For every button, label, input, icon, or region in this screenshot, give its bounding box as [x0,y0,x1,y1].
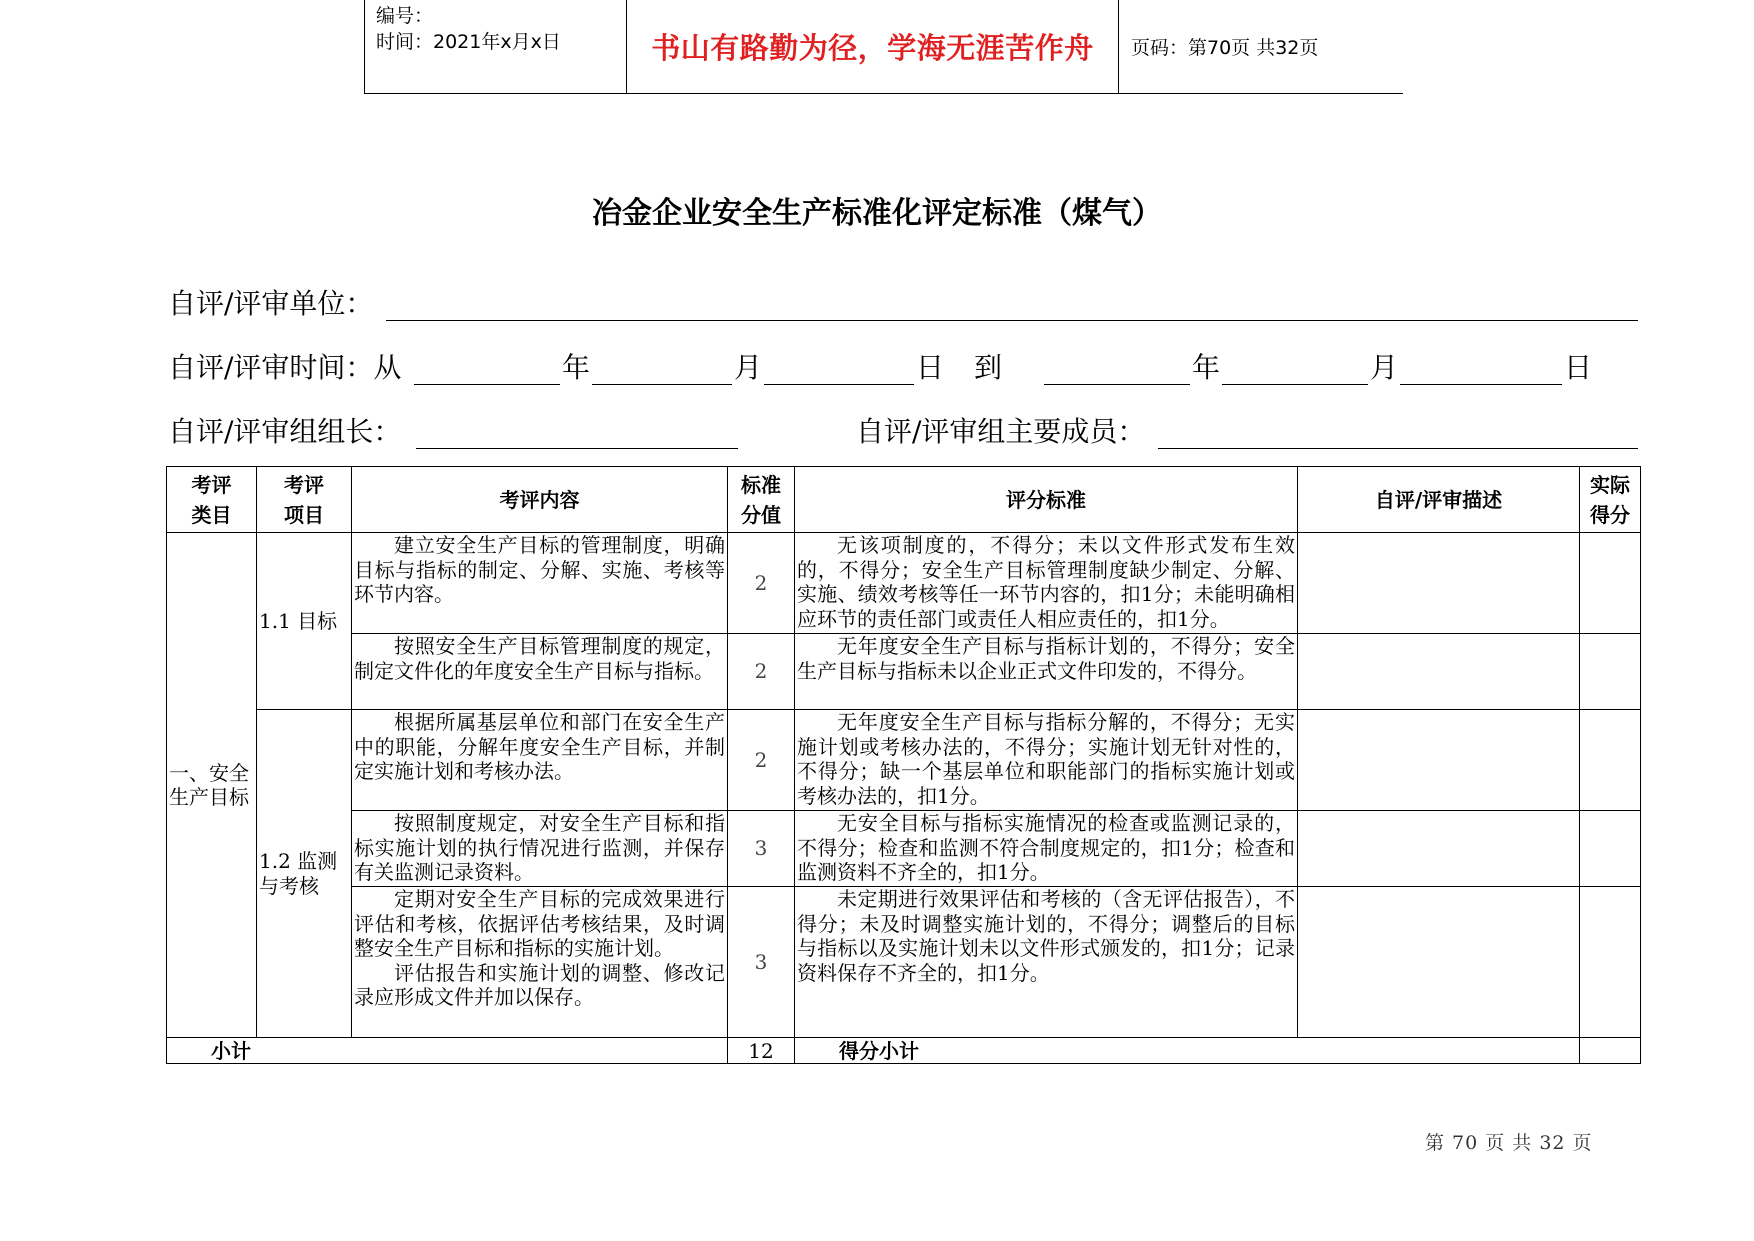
members-label: 自评/评审组主要成员： [856,415,1146,448]
header-item: 考评项目 [257,467,352,533]
page-footer: 第 70 页 共 32 页 [1425,1132,1593,1154]
content-cell: 根据所属基层单位和部门在安全生产中的职能，分解年度安全生产目标，并制定实施计划和考核办法。 [352,710,728,811]
score-cell: 2 [728,710,795,811]
score-cell: 3 [728,811,795,887]
description-cell[interactable] [1298,710,1580,811]
category-cell: 一、安全生产目标 [167,533,257,1038]
table-row [167,887,1641,1038]
from-year-blank[interactable] [414,350,560,385]
to-year-label: 年 [1192,351,1221,384]
time-label: 时间：2021年x月x日 [376,31,561,53]
header-content: 考评内容 [352,467,728,533]
evaluation-table [166,466,1641,1064]
table-row [167,634,1641,710]
from-month-blank[interactable] [592,350,732,385]
actual-score-cell[interactable] [1580,811,1641,887]
content-cell: 按照安全生产目标管理制度的规定，制定文件化的年度安全生产目标与指标。 [352,634,728,710]
subtotal-label: 小计 [167,1038,728,1064]
to-day-blank[interactable] [1400,350,1562,385]
criteria-cell: 无该项制度的，不得分；未以文件形式发布生效的，不得分；安全生产目标管理制度缺少制定、分解、实施、绩效考核等任一环节内容的，扣1分；未能明确相应环节的责任部门或责任人相应责任的，扣1分。 [795,533,1298,634]
content-cell: 建立安全生产目标的管理制度，明确目标与指标的制定、分解、实施、考核等环节内容。 [352,533,728,634]
header-criteria: 评分标准 [795,467,1298,533]
time-label: 自评/评审时间：从 [168,351,402,384]
header-page-info: 页码：第70页 共32页 [1131,37,1319,59]
header-actual: 实际得分 [1580,467,1641,533]
team-field-line [168,412,1640,452]
content-paragraph: 评估报告和实施计划的调整、修改记录应形成文件并加以保存。 [354,960,725,1009]
criteria-cell: 无年度安全生产目标与指标计划的，不得分；安全生产目标与指标未以企业正式文件印发的，不得分。 [795,634,1298,710]
subtotal-row [167,1038,1641,1064]
description-cell[interactable] [1298,887,1580,1038]
unit-label: 自评/评审单位： [168,287,374,320]
item-cell-target: 1.1 目标 [257,533,352,710]
item-cell-monitoring: 1.2 监测与考核 [257,710,352,1038]
to-month-blank[interactable] [1222,350,1368,385]
header-description: 自评/评审描述 [1298,467,1580,533]
from-month-label: 月 [734,351,763,384]
unit-field-line [168,284,1640,324]
members-blank[interactable] [1158,414,1638,449]
score-subtotal-label: 得分小计 [795,1038,1580,1064]
content-cell [352,887,728,1038]
leader-label: 自评/评审组组长： [168,415,402,448]
header-motto: 书山有路勤为径，学海无涯苦作舟 [627,0,1119,93]
criteria-cell: 未定期进行效果评估和考核的（含无评估报告），不得分；未及时调整实施计划的，不得分；调整后的目标与指标以及实施计划未以文件形式颁发的，扣1分；记录资料保存不齐全的，扣1分。 [795,887,1298,1038]
actual-score-cell[interactable] [1580,887,1641,1038]
score-cell: 2 [728,533,795,634]
from-day-label: 日 [916,351,945,384]
leader-blank[interactable] [416,414,738,449]
content-paragraph: 定期对安全生产目标的完成效果进行评估和考核，依据评估考核结果，及时调整安全生产目标和指标的实施计划。 [354,887,725,960]
description-cell[interactable] [1298,811,1580,887]
unit-blank[interactable] [386,286,1638,321]
from-day-blank[interactable] [764,350,914,385]
score-cell: 2 [728,634,795,710]
time-field-line [168,348,1640,388]
header-score: 标准分值 [728,467,795,533]
to-month-label: 月 [1370,351,1399,384]
score-cell: 3 [728,887,795,1038]
description-cell[interactable] [1298,634,1580,710]
document-title: 冶金企业安全生产标准化评定标准（煤气） [592,196,1162,231]
to-day-label: 日 [1564,351,1593,384]
content-cell: 按照制度规定，对安全生产目标和指标实施计划的执行情况进行监测，并保存有关监测记录资料。 [352,811,728,887]
subtotal-score: 12 [728,1038,795,1064]
to-year-blank[interactable] [1044,350,1190,385]
criteria-cell: 无年度安全生产目标与指标分解的，不得分；无实施计划或考核办法的，不得分；实施计划无针对性的，不得分；缺一个基层单位和职能部门的指标实施计划或考核办法的，扣1分。 [795,710,1298,811]
table-row [167,811,1641,887]
actual-score-cell[interactable] [1580,533,1641,634]
to-label: 到 [974,351,1003,384]
code-label: 编号： [376,5,434,27]
header-category: 考评类目 [167,467,257,533]
description-cell[interactable] [1298,533,1580,634]
score-subtotal-value[interactable] [1580,1038,1641,1064]
page-header [364,0,1403,94]
table-row [167,533,1641,634]
header-meta [364,0,627,93]
table-row [167,710,1641,811]
actual-score-cell[interactable] [1580,710,1641,811]
actual-score-cell[interactable] [1580,634,1641,710]
table-header-row [167,467,1641,533]
from-year-label: 年 [562,351,591,384]
criteria-cell: 无安全目标与指标实施情况的检查或监测记录的，不得分；检查和监测不符合制度规定的，扣1分；检查和监测资料不齐全的，扣1分。 [795,811,1298,887]
